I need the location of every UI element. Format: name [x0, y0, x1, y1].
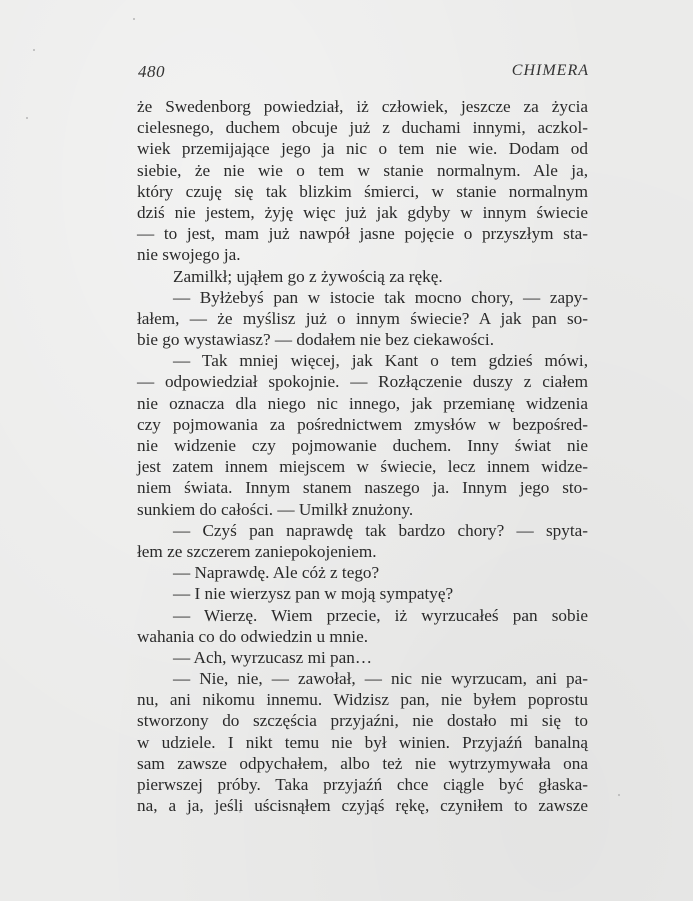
text-line: w udziele. I nikt temu nie był winien. Przyjaźń banalną: [137, 732, 588, 752]
text-line: jest zatem innem miejscem w świecie, lecz innem widze-: [137, 457, 588, 477]
text-line: sunkiem do całości. — Umilkł znużony.: [137, 499, 414, 519]
text-line: łem ze szczerem zaniepokojeniem.: [137, 541, 377, 561]
text-line: czy pojmowania za pośrednictwem zmysłów w bezpośred-: [137, 414, 588, 434]
running-header: [137, 62, 589, 84]
text-line: — Tak mniej więcej, jak Kant o tem gdzieś mówi,: [173, 351, 588, 371]
text-line: dziś nie jestem, żyję więc już jak gdyby w innym świecie: [137, 202, 588, 222]
running-title: CHIMERA: [511, 62, 589, 79]
text-line: nie widzenie czy pojmowanie duchem. Inny świat nie: [137, 436, 588, 455]
text-line: nie oznacza dla niego nic innego, jak przemianę widzenia: [137, 393, 588, 413]
text-line: który czuję się tak blizkim śmierci, w stanie normalnym: [137, 181, 588, 201]
text-line: że Swedenborg powiedział, iż człowiek, jeszcze za życia: [137, 97, 588, 116]
text-line: cielesnego, duchem obcuje już z duchami innymi, aczkol-: [137, 118, 588, 138]
text-line: na, a ja, jeśli uścisnąłem czyjąś rękę, czyniłem to zawsze: [137, 796, 588, 816]
text-line: — Wierzę. Wiem przecie, iż wyrzucałeś pan sobie: [173, 605, 588, 625]
text-line: — I nie wierzysz pan w moją sympatyę?: [173, 584, 454, 604]
text-line: niem świata. Innym stanem naszego ja. Innym jego sto-: [137, 478, 588, 498]
text-line: łałem, — że myślisz już o innym świecie? A jak pan so-: [137, 308, 588, 328]
text-line: — Ach, wyrzucasz mi pan…: [173, 647, 373, 667]
text-line: Zamilkł; ująłem go z żywością za rękę.: [173, 266, 443, 286]
text-line: sam zawsze odpychałem, albo też nie wytrzymywała ona: [137, 753, 588, 773]
text-line: — Byłżebyś pan w istocie tak mocno chory, — zapy-: [173, 287, 588, 307]
text-line: — Czyś pan naprawdę tak bardzo chory? — spyta-: [173, 520, 588, 540]
text-line: bie go wystawiasz? — dodałem nie bez ciekawości.: [137, 330, 494, 350]
text-line: nie swojego ja.: [137, 245, 241, 265]
text-line: pierwszej próby. Taka przyjaźń chce ciągle być głaska-: [137, 775, 588, 794]
text-line: — to jest, mam już nawpół jasne pojęcie o przyszłym sta-: [137, 224, 588, 244]
speck: [133, 18, 135, 20]
text-line: wahania co do odwiedzin u mnie.: [137, 626, 369, 646]
text-line: — Nie, nie, — zawołał, — nic nie wyrzucam, ani pa-: [173, 669, 588, 689]
text-line: — Naprawdę. Ale cóż z tego?: [173, 563, 380, 583]
body-text: [137, 96, 588, 816]
speck: [33, 49, 35, 51]
text-line: nu, ani nikomu innemu. Widzisz pan, nie byłem poprostu: [137, 690, 588, 710]
text-line: — odpowiedział spokojnie. — Rozłączenie duszy z ciałem: [137, 372, 588, 392]
text-line: wiek przemijające jego ja nic o tem nie wie. Dodam od: [137, 139, 588, 159]
text-line: stworzony do szczęścia przyjaźni, nie dostało mi się to: [137, 711, 588, 731]
speck: [26, 117, 28, 119]
speck: [618, 794, 620, 796]
text-line: siebie, że nie wie o tem w stanie normalnym. Ale ja,: [137, 160, 588, 180]
page-number: 480: [138, 62, 165, 81]
